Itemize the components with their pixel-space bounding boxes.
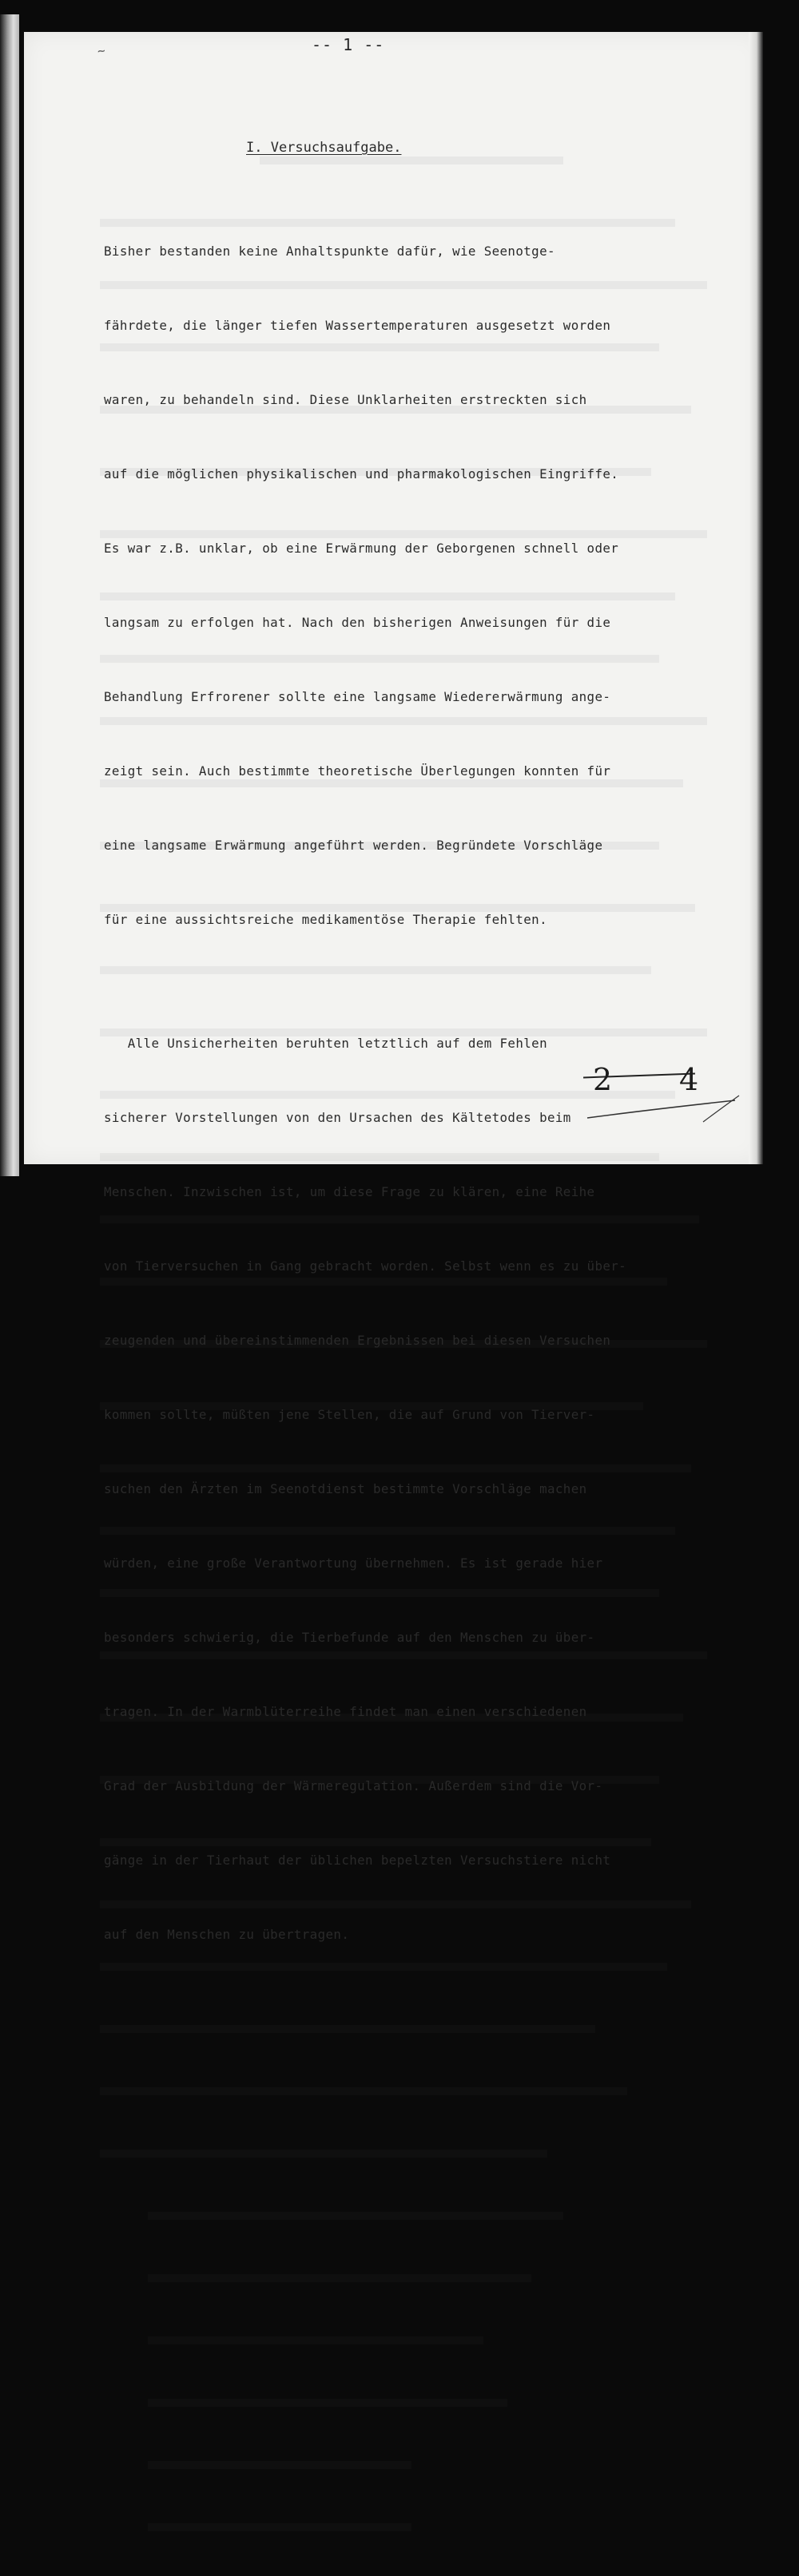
pen-stroke-mark (583, 1094, 743, 1126)
binding-edge (0, 14, 19, 1176)
text-line: fährdete, die länger tiefen Wassertemperaturen ausgesetzt worden (104, 318, 611, 333)
text-line: zeugenden und übereinstimmenden Ergebnissen bei diesen Versuchen (104, 1333, 611, 1348)
text-line: für eine aussichtsreiche medikamentöse Therapie fehlten. (104, 912, 547, 927)
text-line: Es war z.B. unklar, ob eine Erwärmung der Geborgenen schnell oder (104, 541, 619, 556)
handwritten-number-right: 4 (679, 1062, 699, 1097)
text-line: tragen. In der Warmblüterreihe findet man einen verschiedenen (104, 1704, 587, 1719)
page-number: -- 1 -- (312, 35, 385, 54)
corner-mark: ~ (96, 42, 106, 59)
text-line: sicherer Vorstellungen von den Ursachen des Kältetodes beim (104, 1110, 571, 1125)
handwritten-number-left: 2 (593, 1062, 613, 1097)
paragraph-1 (104, 189, 755, 981)
text-line: Grad der Ausbildung der Wärmeregulation. Außerdem sind die Vor- (104, 1778, 603, 1793)
text-line: Menschen. Inzwischen ist, um diese Frage zu klären, eine Reihe (104, 1184, 595, 1199)
text-line: gänge in der Tierhaut der üblichen bepelzten Versuchstiere nicht (104, 1853, 611, 1868)
section-heading: I. Versuchsaufgabe. (246, 140, 402, 156)
text-line: Alle Unsicherheiten beruhten letztlich auf dem Fehlen (104, 1036, 547, 1051)
document-page (24, 32, 763, 1942)
text-line: Behandlung Erfrorener sollte eine langsame Wiedererwärmung ange- (104, 689, 611, 704)
body-text (104, 189, 755, 1996)
text-line: von Tierversuchen in Gang gebracht worden. Selbst wenn es zu über- (104, 1258, 627, 1274)
text-line: eine langsame Erwärmung angeführt werden. Begründete Vorschläge (104, 838, 603, 853)
text-line: auf die möglichen physikalischen und pharmakologischen Eingriffe. (104, 466, 619, 482)
text-line: auf den Menschen zu übertragen. (104, 1927, 350, 1942)
text-line: zeigt sein. Auch bestimmte theoretische Überlegungen konnten für (104, 763, 611, 779)
text-line: würden, eine große Verantwortung übernehmen. Es ist gerade hier (104, 1556, 603, 1571)
text-line: waren, zu behandeln sind. Diese Unklarheiten erstreckten sich (104, 392, 587, 407)
text-line: suchen den Ärzten im Seenotdienst bestimmte Vorschläge machen (104, 1481, 587, 1496)
text-line: Bisher bestanden keine Anhaltspunkte dafür, wie Seenotge- (104, 244, 555, 259)
text-line: besonders schwierig, die Tierbefunde auf den Menschen zu über- (104, 1630, 595, 1645)
text-line: kommen sollte, müßten jene Stellen, die auf Grund von Tierver- (104, 1407, 595, 1422)
text-line: langsam zu erfolgen hat. Nach den bisherigen Anweisungen für die (104, 615, 611, 630)
paragraph-2 (104, 981, 755, 1996)
